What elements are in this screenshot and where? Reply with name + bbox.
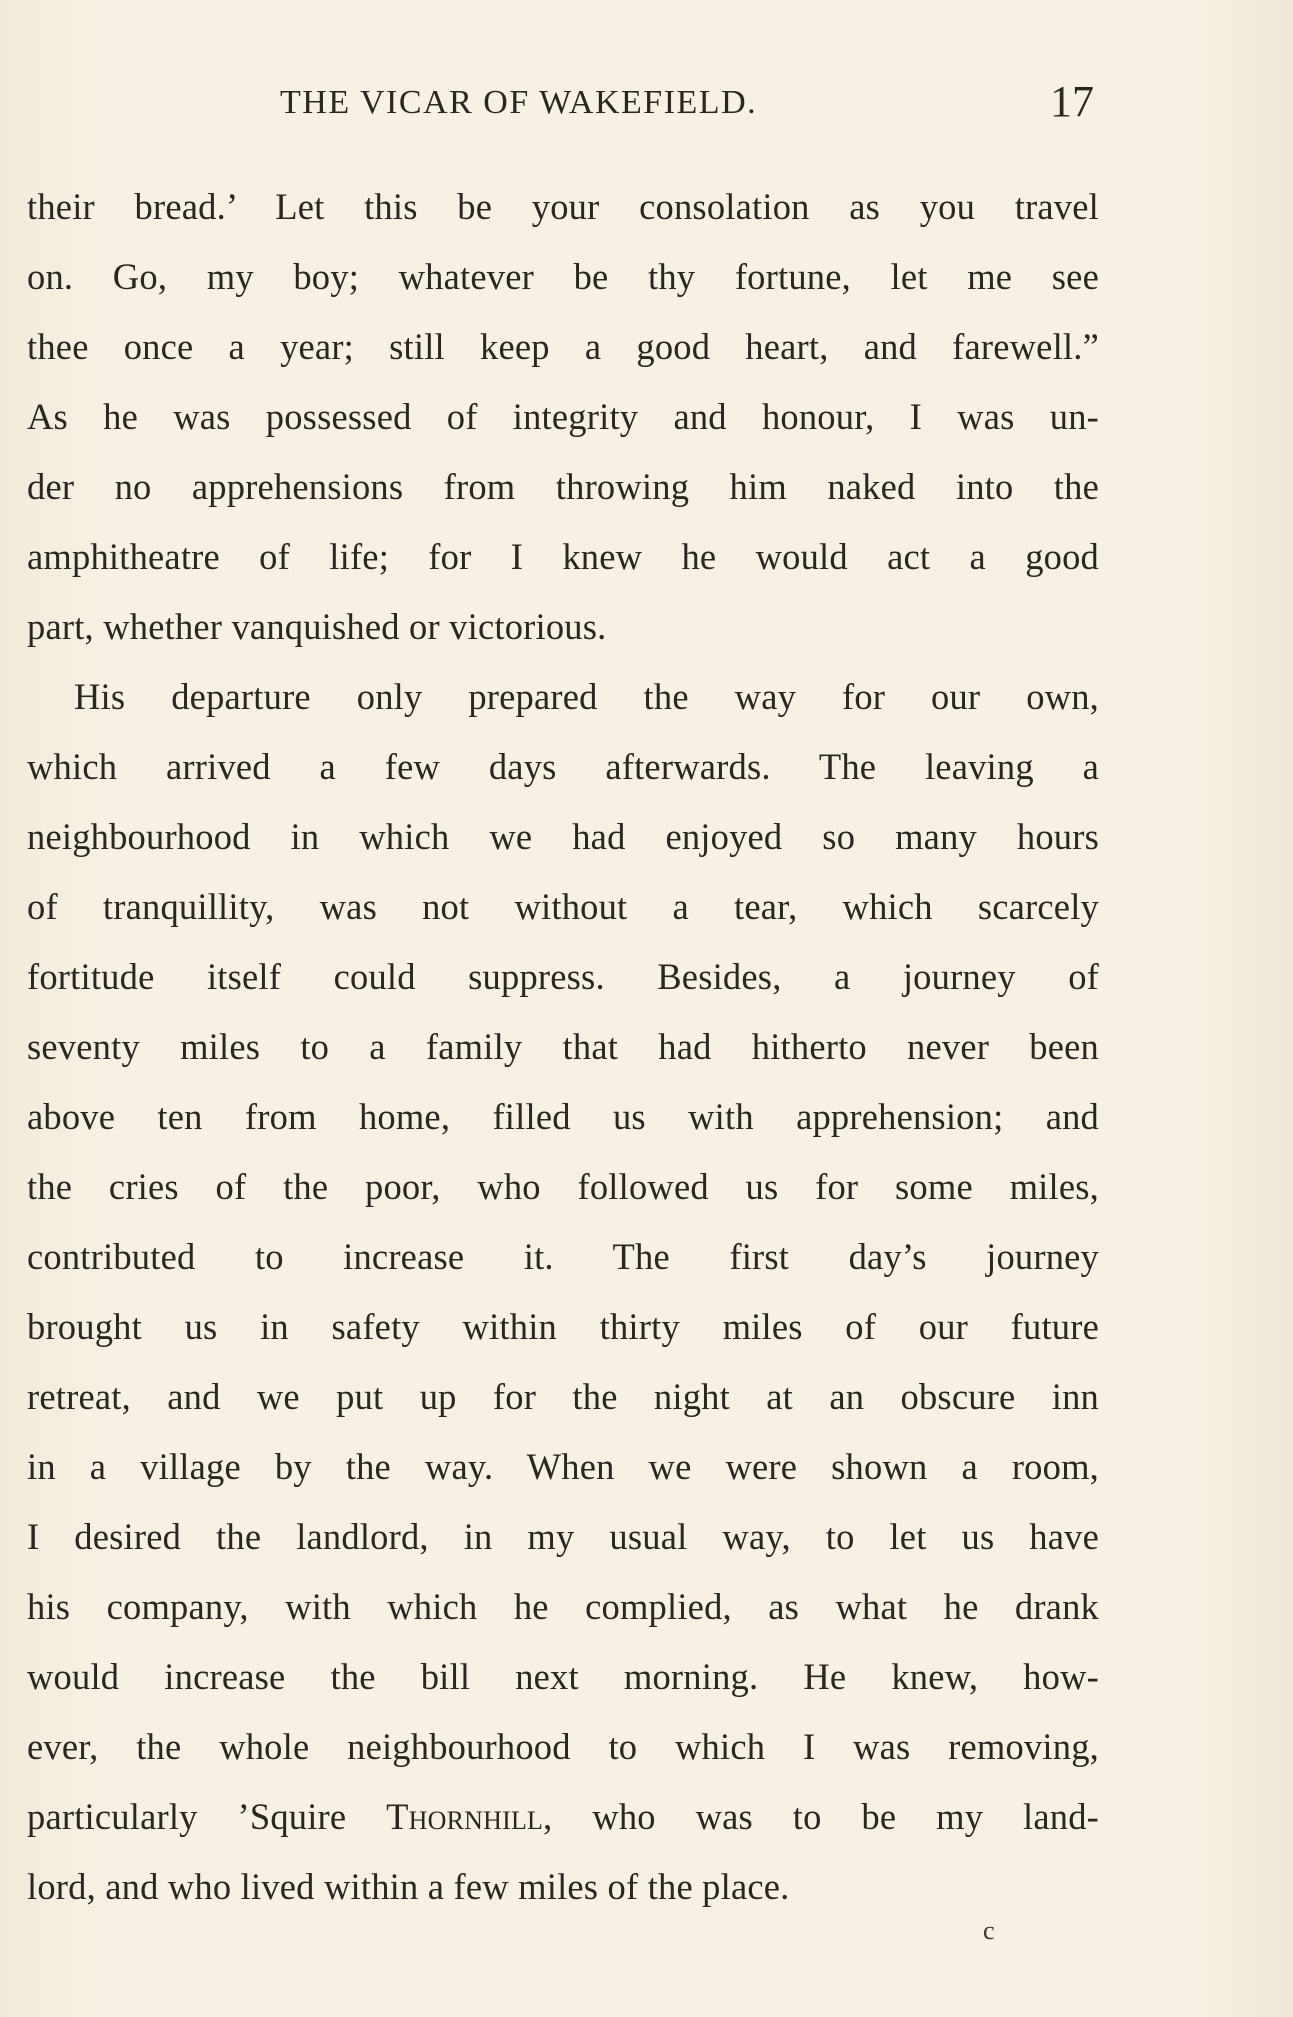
text-segment: , who was to be my land- bbox=[543, 1796, 1099, 1837]
paragraph bbox=[27, 662, 1099, 1922]
text-line: above ten from home, filled us with apprehension; and bbox=[27, 1096, 1099, 1137]
text-line: His departure only prepared the way for our own, bbox=[74, 676, 1099, 717]
text-line: neighbourhood in which we had enjoyed so many hours bbox=[27, 816, 1099, 857]
text-line: in a village by the way. When we were shown a room, bbox=[27, 1446, 1099, 1487]
signature-mark: c bbox=[983, 1916, 995, 1945]
text-line: der no apprehensions from throwing him naked into the bbox=[27, 466, 1099, 507]
text-line: his company, with which he complied, as what he drank bbox=[27, 1586, 1099, 1627]
running-head bbox=[0, 78, 1293, 128]
text-line: As he was possessed of integrity and honour, I was un- bbox=[27, 396, 1099, 437]
body-text bbox=[27, 172, 1099, 1922]
text-line: brought us in safety within thirty miles of our future bbox=[27, 1306, 1099, 1347]
text-line: amphitheatre of life; for I knew he would act a good bbox=[27, 536, 1099, 577]
text-line: contributed to increase it. The first day’s journey bbox=[27, 1236, 1099, 1277]
text-line: lord, and who lived within a few miles of the place. bbox=[27, 1866, 790, 1907]
page-number: 17 bbox=[1050, 77, 1094, 126]
text-line: ever, the whole neighbourhood to which I was removing, bbox=[27, 1726, 1099, 1767]
small-caps-name: Thornhill bbox=[386, 1796, 544, 1837]
text-line: retreat, and we put up for the night at an obscure inn bbox=[27, 1376, 1099, 1417]
paragraph bbox=[27, 172, 1099, 662]
text-line: fortitude itself could suppress. Besides, a journey of bbox=[27, 956, 1099, 997]
text-line: which arrived a few days afterwards. The leaving a bbox=[27, 746, 1099, 787]
text-line: thee once a year; still keep a good heart, and farewell.” bbox=[27, 326, 1099, 367]
text-line: their bread.’ Let this be your consolation as you travel bbox=[27, 186, 1099, 227]
text-line: on. Go, my boy; whatever be thy fortune, let me see bbox=[27, 256, 1099, 297]
text-line: part, whether vanquished or victorious. bbox=[27, 606, 607, 647]
running-title: THE VICAR OF WAKEFIELD. bbox=[280, 84, 758, 121]
text-line: of tranquillity, was not without a tear, which scarcely bbox=[27, 886, 1099, 927]
text-line bbox=[27, 1782, 1099, 1852]
text-line: the cries of the poor, who followed us for some miles, bbox=[27, 1166, 1099, 1207]
text-line: would increase the bill next morning. He knew, how- bbox=[27, 1656, 1099, 1697]
text-segment: particularly ’Squire bbox=[27, 1796, 387, 1837]
text-line: seventy miles to a family that had hitherto never been bbox=[27, 1026, 1099, 1067]
text-line: I desired the landlord, in my usual way, to let us have bbox=[27, 1516, 1099, 1557]
